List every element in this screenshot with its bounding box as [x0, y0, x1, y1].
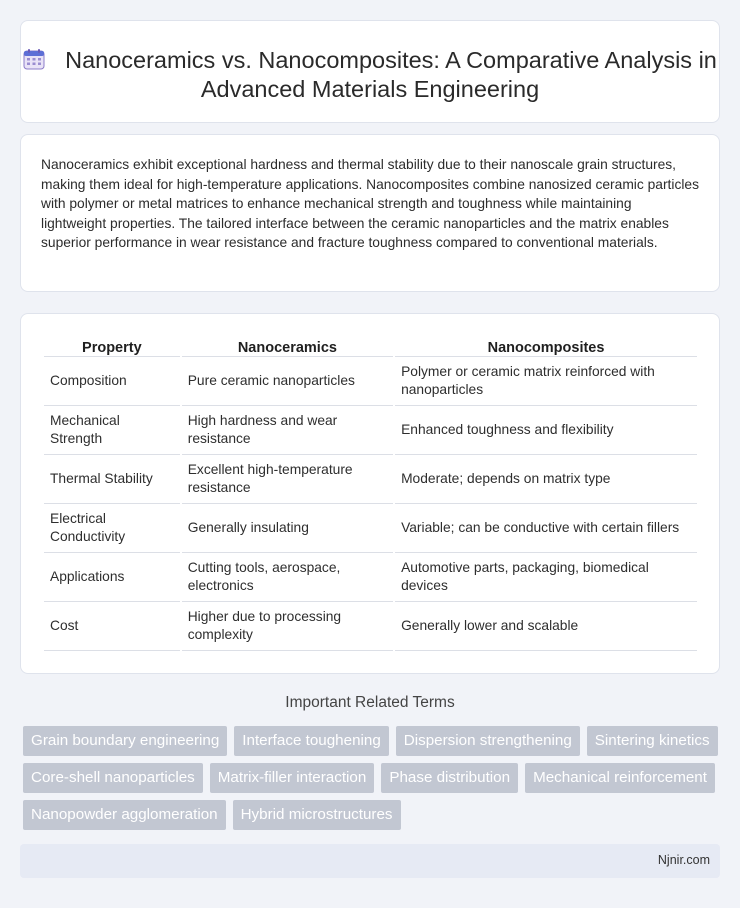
- table-row: [44, 553, 697, 602]
- table-row: [44, 504, 697, 553]
- footer: [20, 844, 720, 878]
- cell-property: Electrical Conductivity: [44, 504, 180, 553]
- table-row: [44, 357, 697, 406]
- cell-nanocomposites: Moderate; depends on matrix type: [395, 455, 697, 504]
- table-row: [44, 602, 697, 651]
- table-row: [44, 455, 697, 504]
- term-tag[interactable]: Phase distribution: [381, 763, 518, 793]
- term-tag[interactable]: Hybrid microstructures: [233, 800, 401, 830]
- table-row: [44, 406, 697, 455]
- term-tag[interactable]: Nanopowder agglomeration: [23, 800, 226, 830]
- cell-property: Applications: [44, 553, 180, 602]
- comparison-table-card: [20, 313, 720, 674]
- header-property: Property: [44, 333, 180, 357]
- cell-nanoceramics: High hardness and wear resistance: [182, 406, 393, 455]
- summary-text: Nanoceramics exhibit exceptional hardness and thermal stability due to their nanoscale grain structures, making them ideal for high-temperature applications. Nanocomposites combine nanosized ceramic particles with polymer or metal matrices to enhance mechanical strength and toughness while maintaining lightweight properties. The tailored interface between the ceramic nanoparticles and the matrix enables superior performance in wear resistance and fracture toughness compared to conventional materials.: [41, 157, 699, 251]
- cell-nanoceramics: Generally insulating: [182, 504, 393, 553]
- related-terms-title: Important Related Terms: [285, 694, 455, 711]
- term-tag[interactable]: Sintering kinetics: [587, 726, 718, 756]
- cell-property: Mechanical Strength: [44, 406, 180, 455]
- cell-nanoceramics: Cutting tools, aerospace, electronics: [182, 553, 393, 602]
- cell-nanocomposites: Variable; can be conductive with certain fillers: [395, 504, 697, 553]
- title-text: Nanoceramics vs. Nanocomposites: A Comparative Analysis in Advanced Materials Engineering: [65, 47, 717, 102]
- table-header-row: [44, 333, 697, 357]
- term-tag[interactable]: Dispersion strengthening: [396, 726, 580, 756]
- cell-nanocomposites: Polymer or ceramic matrix reinforced with nanoparticles: [395, 357, 697, 406]
- cell-nanoceramics: Higher due to processing complexity: [182, 602, 393, 651]
- term-tag[interactable]: Mechanical reinforcement: [525, 763, 715, 793]
- title-card: [20, 20, 720, 123]
- footer-site-link[interactable]: Njnir.com: [657, 853, 710, 867]
- cell-nanocomposites: Automotive parts, packaging, biomedical devices: [395, 553, 697, 602]
- cell-nanocomposites: Generally lower and scalable: [395, 602, 697, 651]
- cell-property: Composition: [44, 357, 180, 406]
- header-nanocomposites: Nanocomposites: [395, 333, 697, 357]
- comparison-table: [42, 333, 699, 651]
- cell-property: Cost: [44, 602, 180, 651]
- term-tag[interactable]: Core-shell nanoparticles: [23, 763, 203, 793]
- page-title: [21, 46, 719, 104]
- header-nanoceramics: Nanoceramics: [182, 333, 393, 357]
- related-terms-list: [23, 726, 723, 830]
- calendar-icon: [23, 48, 45, 70]
- cell-nanocomposites: Enhanced toughness and flexibility: [395, 406, 697, 455]
- cell-nanoceramics: Excellent high-temperature resistance: [182, 455, 393, 504]
- term-tag[interactable]: Grain boundary engineering: [23, 726, 227, 756]
- cell-property: Thermal Stability: [44, 455, 180, 504]
- term-tag[interactable]: Matrix-filler interaction: [210, 763, 375, 793]
- cell-nanoceramics: Pure ceramic nanoparticles: [182, 357, 393, 406]
- term-tag[interactable]: Interface toughening: [234, 726, 388, 756]
- summary-card: [20, 134, 720, 292]
